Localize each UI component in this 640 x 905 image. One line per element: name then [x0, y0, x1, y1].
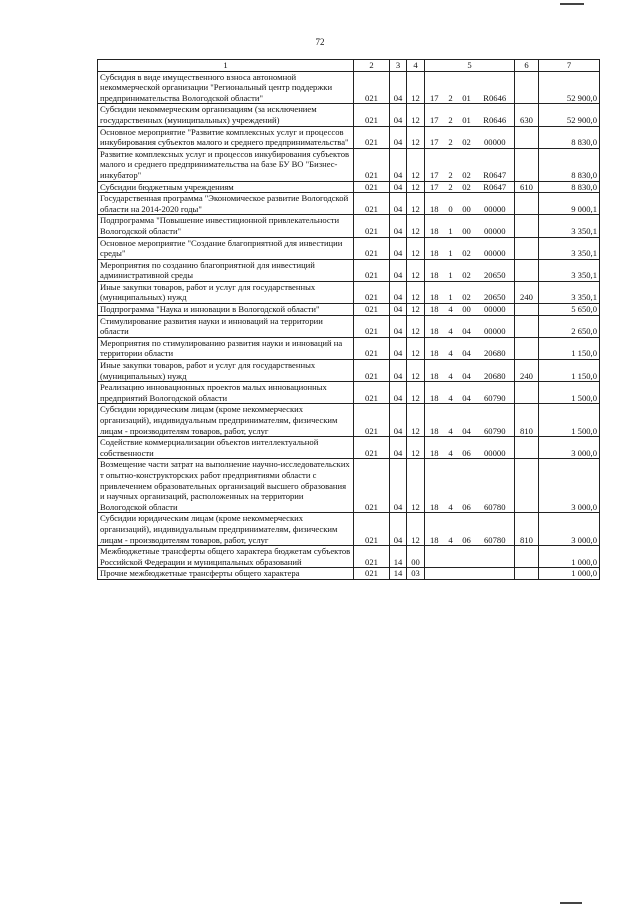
- row-amount: 3 000,0: [539, 459, 600, 513]
- row-program-code: 18: [425, 437, 444, 459]
- row-amount: 3 350,1: [539, 215, 600, 237]
- row-subsection: 12: [407, 259, 425, 281]
- row-name: Подпрограмма "Повышение инвестиционной привлекательности Вологодской области": [98, 215, 354, 237]
- row-subsection: 12: [407, 193, 425, 215]
- row-expense-type: [515, 437, 539, 459]
- row-section: 04: [390, 459, 407, 513]
- page-number: 72: [315, 37, 325, 47]
- row-subprogram-code: [444, 546, 458, 568]
- row-direction-code: [476, 568, 515, 580]
- row-section: 04: [390, 315, 407, 337]
- row-name: Иные закупки товаров, работ и услуг для государственных (муниципальных) нужд: [98, 281, 354, 303]
- row-name: Мероприятия по созданию благоприятной для инвестиций административной среды: [98, 259, 354, 281]
- header-col-2: 2: [354, 60, 390, 72]
- row-direction-code: [476, 546, 515, 568]
- header-col-5: 5: [425, 60, 515, 72]
- row-section: 04: [390, 360, 407, 382]
- row-subprogram-code: 4: [444, 437, 458, 459]
- row-section: 04: [390, 71, 407, 104]
- row-amount: 3 000,0: [539, 513, 600, 546]
- row-subsection: 12: [407, 304, 425, 316]
- row-expense-type: [515, 459, 539, 513]
- row-subprogram-code: 1: [444, 281, 458, 303]
- row-admin-code: 021: [354, 304, 390, 316]
- scan-mark-top: [560, 3, 584, 5]
- row-program-code: 18: [425, 513, 444, 546]
- budget-table: [97, 59, 600, 580]
- row-expense-type: [515, 148, 539, 181]
- row-expense-type: [515, 315, 539, 337]
- row-subsection: 12: [407, 148, 425, 181]
- row-program-code: 18: [425, 315, 444, 337]
- row-expense-type: 810: [515, 513, 539, 546]
- row-subsection: 12: [407, 315, 425, 337]
- row-name: Субсидии юридическим лицам (кроме некоммерческих организаций), индивидуальным предпринимателям, физическим лицам - производителям товаров, работ, услуг: [98, 513, 354, 546]
- row-admin-code: 021: [354, 148, 390, 181]
- row-subsection: 12: [407, 459, 425, 513]
- row-event-code: 04: [458, 360, 476, 382]
- table-row: [98, 568, 600, 580]
- row-direction-code: R0646: [476, 104, 515, 126]
- row-admin-code: 021: [354, 360, 390, 382]
- row-admin-code: 021: [354, 281, 390, 303]
- row-direction-code: 60780: [476, 459, 515, 513]
- row-direction-code: 00000: [476, 126, 515, 148]
- row-subprogram-code: 4: [444, 404, 458, 437]
- header-col-6: 6: [515, 60, 539, 72]
- row-program-code: 18: [425, 404, 444, 437]
- row-program-code: 17: [425, 71, 444, 104]
- row-subsection: 12: [407, 126, 425, 148]
- row-event-code: 02: [458, 181, 476, 193]
- table-row: [98, 281, 600, 303]
- row-expense-type: [515, 237, 539, 259]
- row-event-code: 01: [458, 71, 476, 104]
- row-subprogram-code: 2: [444, 104, 458, 126]
- row-event-code: 04: [458, 404, 476, 437]
- row-event-code: 04: [458, 315, 476, 337]
- table-row: [98, 193, 600, 215]
- row-program-code: [425, 546, 444, 568]
- row-name: Основное мероприятие "Развитие комплексных услуг и процессов инкубирования субъектов малого и среднего предпринимательства": [98, 126, 354, 148]
- row-expense-type: [515, 126, 539, 148]
- row-program-code: 18: [425, 237, 444, 259]
- table-row: [98, 337, 600, 359]
- row-subprogram-code: 0: [444, 193, 458, 215]
- row-direction-code: R0647: [476, 148, 515, 181]
- row-admin-code: 021: [354, 181, 390, 193]
- row-name: Прочие межбюджетные трансферты общего характера: [98, 568, 354, 580]
- row-admin-code: 021: [354, 259, 390, 281]
- row-program-code: 18: [425, 281, 444, 303]
- row-subprogram-code: 4: [444, 360, 458, 382]
- row-subprogram-code: 2: [444, 181, 458, 193]
- row-name: Развитие комплексных услуг и процессов инкубирования субъектов малого и среднего предпринимательства на базе БУ ВО "Бизнес-инкубатор": [98, 148, 354, 181]
- row-direction-code: 00000: [476, 315, 515, 337]
- row-subsection: 12: [407, 237, 425, 259]
- header-col-4: 4: [407, 60, 425, 72]
- row-admin-code: 021: [354, 193, 390, 215]
- row-program-code: 18: [425, 360, 444, 382]
- row-amount: 1 000,0: [539, 568, 600, 580]
- row-direction-code: 60780: [476, 513, 515, 546]
- row-admin-code: 021: [354, 126, 390, 148]
- table-row: [98, 215, 600, 237]
- row-expense-type: [515, 337, 539, 359]
- table-row: [98, 360, 600, 382]
- row-expense-type: [515, 568, 539, 580]
- row-subprogram-code: 2: [444, 126, 458, 148]
- row-amount: 3 000,0: [539, 437, 600, 459]
- row-direction-code: 20680: [476, 360, 515, 382]
- row-admin-code: 021: [354, 104, 390, 126]
- row-event-code: 00: [458, 193, 476, 215]
- row-subsection: 12: [407, 513, 425, 546]
- row-name: Государственная программа "Экономическое развитие Вологодской области на 2014-2020 годы": [98, 193, 354, 215]
- row-section: 04: [390, 104, 407, 126]
- row-event-code: 02: [458, 281, 476, 303]
- row-name: Межбюджетные трансферты общего характера бюджетам субъектов Российской Федерации и муниципальных образований: [98, 546, 354, 568]
- row-section: 04: [390, 126, 407, 148]
- header-col-1: 1: [98, 60, 354, 72]
- row-subprogram-code: 2: [444, 71, 458, 104]
- row-expense-type: [515, 382, 539, 404]
- row-direction-code: 00000: [476, 304, 515, 316]
- row-expense-type: 630: [515, 104, 539, 126]
- table-row: [98, 126, 600, 148]
- row-name: Основное мероприятие "Создание благоприятной для инвестиции среды": [98, 237, 354, 259]
- row-section: 04: [390, 437, 407, 459]
- row-admin-code: 021: [354, 459, 390, 513]
- row-subprogram-code: 4: [444, 315, 458, 337]
- row-section: 04: [390, 148, 407, 181]
- row-event-code: 02: [458, 237, 476, 259]
- row-event-code: [458, 568, 476, 580]
- row-subsection: 12: [407, 404, 425, 437]
- row-expense-type: [515, 304, 539, 316]
- row-admin-code: 021: [354, 337, 390, 359]
- row-program-code: 17: [425, 181, 444, 193]
- row-amount: 3 350,1: [539, 237, 600, 259]
- row-subprogram-code: 1: [444, 259, 458, 281]
- row-expense-type: 240: [515, 281, 539, 303]
- row-name: Подпрограмма "Наука и инновации в Вологодской области": [98, 304, 354, 316]
- row-direction-code: 20650: [476, 281, 515, 303]
- table-header-row: [98, 60, 600, 72]
- row-amount: 8 830,0: [539, 181, 600, 193]
- row-subsection: 12: [407, 360, 425, 382]
- row-event-code: 02: [458, 148, 476, 181]
- row-program-code: 18: [425, 259, 444, 281]
- row-section: 04: [390, 304, 407, 316]
- budget-table-body: [98, 60, 600, 580]
- row-program-code: 17: [425, 104, 444, 126]
- row-subprogram-code: 4: [444, 382, 458, 404]
- row-expense-type: [515, 215, 539, 237]
- row-event-code: 02: [458, 126, 476, 148]
- row-name: Субсидии некоммерческим организациям (за исключением государственных (муниципальных) учреждений): [98, 104, 354, 126]
- row-event-code: 06: [458, 513, 476, 546]
- row-subsection: 00: [407, 546, 425, 568]
- row-subsection: 12: [407, 281, 425, 303]
- table-row: [98, 404, 600, 437]
- row-admin-code: 021: [354, 237, 390, 259]
- row-subsection: 12: [407, 382, 425, 404]
- row-subprogram-code: 4: [444, 304, 458, 316]
- row-direction-code: 00000: [476, 215, 515, 237]
- row-name: Иные закупки товаров, работ и услуг для государственных (муниципальных) нужд: [98, 360, 354, 382]
- row-amount: 2 650,0: [539, 315, 600, 337]
- row-admin-code: 021: [354, 71, 390, 104]
- row-amount: 8 830,0: [539, 148, 600, 181]
- table-row: [98, 104, 600, 126]
- row-expense-type: [515, 259, 539, 281]
- row-name: Субсидии бюджетным учреждениям: [98, 181, 354, 193]
- row-name: Субсидии юридическим лицам (кроме некоммерческих организаций), индивидуальным предпринимателям, физическим лицам - производителям товаров, работ, услуг: [98, 404, 354, 437]
- row-admin-code: 021: [354, 513, 390, 546]
- row-event-code: 01: [458, 104, 476, 126]
- table-row: [98, 237, 600, 259]
- row-section: 04: [390, 337, 407, 359]
- row-direction-code: 00000: [476, 237, 515, 259]
- row-section: 14: [390, 546, 407, 568]
- row-event-code: [458, 546, 476, 568]
- scan-mark-bottom: [560, 902, 582, 904]
- table-row: [98, 304, 600, 316]
- row-direction-code: 20680: [476, 337, 515, 359]
- row-admin-code: 021: [354, 215, 390, 237]
- row-program-code: 18: [425, 459, 444, 513]
- row-section: 04: [390, 281, 407, 303]
- row-subsection: 12: [407, 337, 425, 359]
- row-subsection: 12: [407, 71, 425, 104]
- row-name: Субсидия в виде имущественного взноса автономной некоммерческой организации "Региональный центр поддержки предпринимательства Вологодской области": [98, 71, 354, 104]
- row-amount: 3 350,1: [539, 281, 600, 303]
- row-expense-type: 610: [515, 181, 539, 193]
- row-program-code: [425, 568, 444, 580]
- header-col-3: 3: [390, 60, 407, 72]
- row-event-code: 04: [458, 382, 476, 404]
- row-amount: 1 150,0: [539, 337, 600, 359]
- row-subprogram-code: 1: [444, 215, 458, 237]
- row-amount: 1 000,0: [539, 546, 600, 568]
- row-event-code: 00: [458, 304, 476, 316]
- row-amount: 52 900,0: [539, 104, 600, 126]
- row-subprogram-code: [444, 568, 458, 580]
- row-subprogram-code: 2: [444, 148, 458, 181]
- row-section: 04: [390, 181, 407, 193]
- row-subsection: 12: [407, 215, 425, 237]
- row-admin-code: 021: [354, 382, 390, 404]
- row-section: 04: [390, 404, 407, 437]
- table-row: [98, 382, 600, 404]
- table-row: [98, 513, 600, 546]
- row-section: 04: [390, 513, 407, 546]
- row-admin-code: 021: [354, 404, 390, 437]
- row-expense-type: 240: [515, 360, 539, 382]
- row-name: Мероприятия по стимулированию развития науки и инноваций на территории области: [98, 337, 354, 359]
- table-row: [98, 148, 600, 181]
- row-amount: 1 150,0: [539, 360, 600, 382]
- row-amount: 9 000,1: [539, 193, 600, 215]
- table-row: [98, 459, 600, 513]
- row-direction-code: 60790: [476, 382, 515, 404]
- row-direction-code: R0646: [476, 71, 515, 104]
- row-section: 04: [390, 382, 407, 404]
- row-section: 04: [390, 259, 407, 281]
- row-section: 14: [390, 568, 407, 580]
- table-row: [98, 71, 600, 104]
- row-program-code: 18: [425, 337, 444, 359]
- row-direction-code: 20650: [476, 259, 515, 281]
- row-direction-code: R0647: [476, 181, 515, 193]
- row-program-code: 18: [425, 193, 444, 215]
- row-expense-type: 810: [515, 404, 539, 437]
- row-direction-code: 00000: [476, 193, 515, 215]
- row-program-code: 17: [425, 126, 444, 148]
- row-admin-code: 021: [354, 546, 390, 568]
- row-section: 04: [390, 237, 407, 259]
- row-amount: 5 650,0: [539, 304, 600, 316]
- table-row: [98, 437, 600, 459]
- row-subprogram-code: 4: [444, 513, 458, 546]
- row-section: 04: [390, 193, 407, 215]
- row-expense-type: [515, 71, 539, 104]
- table-row: [98, 259, 600, 281]
- row-event-code: 02: [458, 259, 476, 281]
- row-direction-code: 00000: [476, 437, 515, 459]
- row-amount: 1 500,0: [539, 382, 600, 404]
- row-subprogram-code: 4: [444, 337, 458, 359]
- table-row: [98, 181, 600, 193]
- row-amount: 3 350,1: [539, 259, 600, 281]
- row-amount: 52 900,0: [539, 71, 600, 104]
- row-event-code: 06: [458, 437, 476, 459]
- row-name: Реализацию инновационных проектов малых инновационных предприятий Вологодской области: [98, 382, 354, 404]
- row-event-code: 06: [458, 459, 476, 513]
- row-subprogram-code: 1: [444, 237, 458, 259]
- row-admin-code: 021: [354, 437, 390, 459]
- row-name: Содействие коммерциализации объектов интеллектуальной собственности: [98, 437, 354, 459]
- row-subprogram-code: 4: [444, 459, 458, 513]
- header-col-7: 7: [539, 60, 600, 72]
- table-row: [98, 315, 600, 337]
- row-admin-code: 021: [354, 315, 390, 337]
- row-event-code: 04: [458, 337, 476, 359]
- row-name: Возмещение части затрат на выполнение научно-исследовательских т опытно-конструкторских работ предприятиями области с привлечением образовательных организаций высшего образования и научных организаций, расположенных на территории Вологодской области: [98, 459, 354, 513]
- row-program-code: 18: [425, 304, 444, 316]
- row-expense-type: [515, 193, 539, 215]
- row-program-code: 17: [425, 148, 444, 181]
- row-program-code: 18: [425, 382, 444, 404]
- row-direction-code: 60790: [476, 404, 515, 437]
- row-admin-code: 021: [354, 568, 390, 580]
- row-event-code: 00: [458, 215, 476, 237]
- table-row: [98, 546, 600, 568]
- row-subsection: 12: [407, 181, 425, 193]
- row-name: Стимулирование развития науки и инноваций на территории области: [98, 315, 354, 337]
- row-subsection: 03: [407, 568, 425, 580]
- row-amount: 1 500,0: [539, 404, 600, 437]
- row-subsection: 12: [407, 437, 425, 459]
- row-section: 04: [390, 215, 407, 237]
- row-subsection: 12: [407, 104, 425, 126]
- row-program-code: 18: [425, 215, 444, 237]
- row-amount: 8 830,0: [539, 126, 600, 148]
- row-expense-type: [515, 546, 539, 568]
